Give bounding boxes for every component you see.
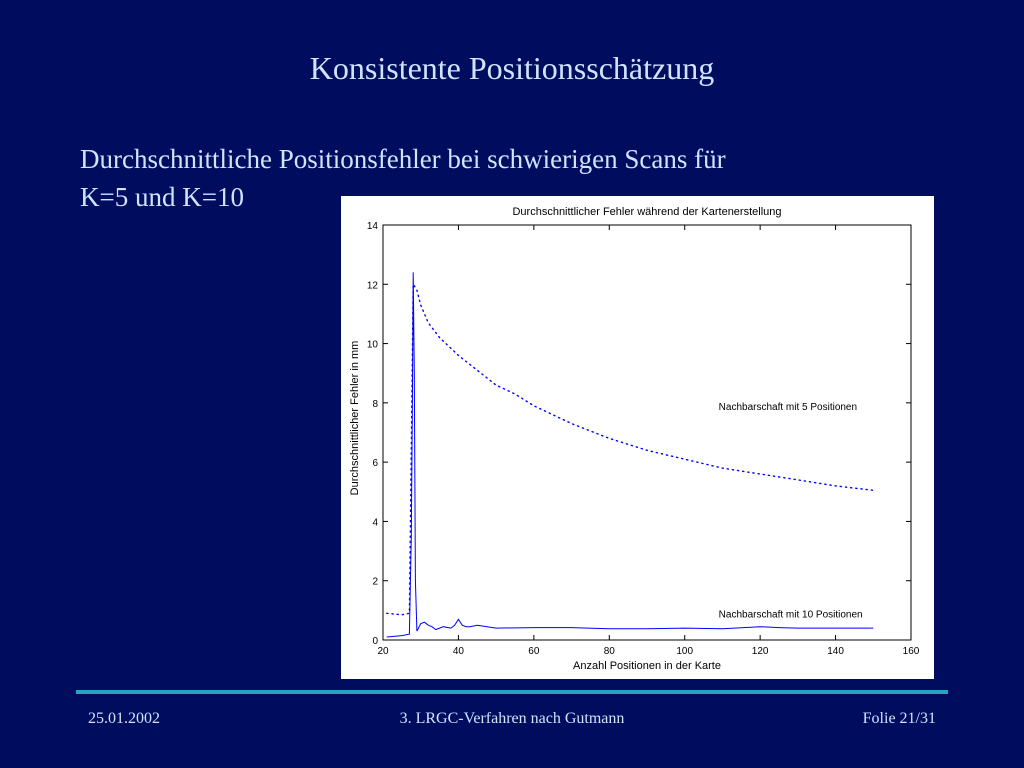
y-tick-label: 0 [372, 636, 378, 647]
x-tick-label: 120 [751, 646, 769, 657]
y-tick-label: 8 [372, 398, 378, 410]
x-tick-label: 160 [902, 646, 920, 657]
footer-page: Folie 21/31 [862, 710, 936, 727]
line-chart [341, 196, 934, 679]
footer-rule [76, 690, 948, 694]
y-tick-label: 12 [366, 280, 378, 292]
annotation-label: Nachbarschaft mit 5 Positionen [718, 401, 858, 413]
slide-title: Konsistente Positionsschätzung [309, 50, 715, 86]
x-tick-label: 40 [452, 646, 464, 657]
y-tick-label: 4 [372, 517, 378, 529]
annotations [719, 402, 863, 621]
chart-title: Durchschnittlicher Fehler während der Kartenerstellung [512, 206, 782, 218]
chart-panel [341, 196, 934, 679]
x-tick-label: 140 [827, 646, 844, 657]
y-axis-label: Durchschnittlicher Fehler in mm [349, 340, 361, 496]
x-axis-label: Anzahl Positionen in der Karte [573, 660, 721, 672]
x-tick-label: 100 [676, 646, 694, 657]
y-tick-label: 10 [366, 339, 378, 351]
subtitle-line-1: Durchschnittliche Positionsfehler bei schwierigen Scans für [80, 144, 726, 174]
series-line-k5 [387, 284, 874, 615]
annotation-label: Nachbarschaft mit 10 Positionen [718, 609, 863, 621]
x-tick-label: 60 [528, 646, 540, 657]
plot-frame [383, 225, 911, 640]
y-tick-label: 6 [372, 458, 378, 470]
series-line-k10 [387, 272, 874, 637]
footer-section: 3. LRGC-Verfahren nach Gutmann [399, 710, 625, 727]
x-tick-label: 80 [603, 646, 615, 657]
subtitle-line-2: K=5 und K=10 [80, 182, 244, 212]
series-group [387, 272, 874, 637]
footer-date: 25.01.2002 [88, 710, 160, 727]
y-tick-label: 14 [366, 221, 378, 232]
axes [367, 221, 920, 657]
x-tick-label: 20 [377, 646, 389, 657]
y-tick-label: 2 [372, 576, 378, 588]
